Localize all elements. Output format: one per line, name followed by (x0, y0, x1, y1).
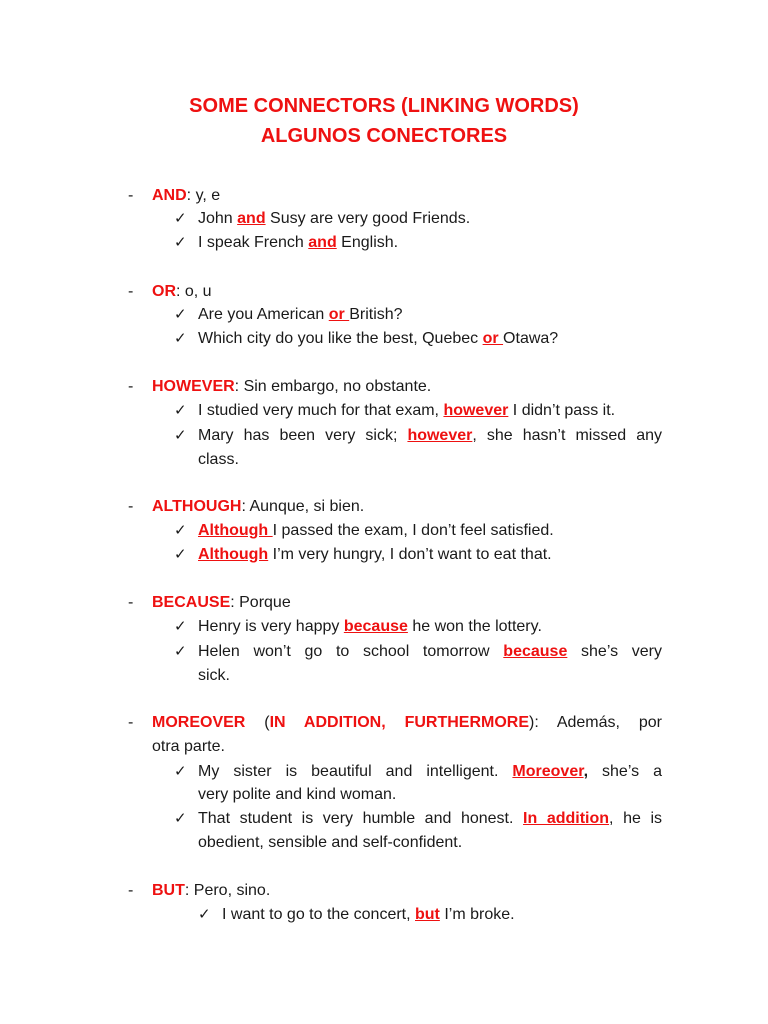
keyword-and: AND (152, 187, 187, 204)
section-because-heading (152, 593, 291, 613)
example-however-2-cont: class. (198, 451, 239, 468)
keyword-moreover: MOREOVER (152, 714, 246, 731)
example-because-2 (198, 640, 662, 664)
example-text: Mary has been very sick; (198, 427, 408, 444)
connector-highlight: or (482, 330, 504, 347)
section-although-heading (152, 497, 364, 517)
checkmark-icon: ✓ (174, 522, 187, 539)
connector-highlight: or (328, 306, 350, 323)
example-however-1 (198, 401, 615, 421)
example-text: I didn’t pass it. (508, 402, 616, 419)
example-however-2 (198, 424, 662, 448)
translation-although: : Aunque, si bien. (241, 498, 365, 515)
example-text: Susy are very good Friends. (265, 210, 471, 227)
document-title: SOME CONNECTORS (LINKING WORDS) (189, 95, 579, 117)
example-text: she’s very (567, 643, 662, 660)
checkmark-icon: ✓ (174, 427, 187, 444)
checkmark-icon: ✓ (174, 234, 187, 251)
example-moreover-2-cont: obedient, sensible and self-confident. (198, 834, 463, 851)
keyword-however: HOWEVER (152, 378, 235, 395)
example-text: she’s a (588, 763, 662, 780)
checkmark-icon: ✓ (174, 810, 187, 827)
section-but-heading (152, 881, 270, 901)
example-text: he won the lottery. (407, 618, 542, 635)
section-however-heading (152, 377, 431, 397)
translation-but: : Pero, sino. (184, 882, 271, 899)
example-or-2 (198, 329, 558, 349)
checkmark-icon: ✓ (174, 306, 187, 323)
bold-comma: , (583, 763, 589, 780)
list-dash: - (128, 187, 134, 204)
document-subtitle: ALGUNOS CONECTORES (260, 125, 508, 147)
example-moreover-1-cont: very polite and kind woman. (198, 786, 397, 803)
example-text: I want to go to the concert, (222, 906, 415, 923)
connector-highlight: and (237, 210, 266, 227)
section-moreover-heading (152, 711, 662, 735)
example-and-1 (198, 209, 470, 229)
connector-highlight: because (503, 643, 568, 660)
example-because-1 (198, 617, 542, 637)
example-text: I speak French (198, 234, 309, 251)
connector-highlight: but (415, 906, 440, 923)
example-and-2 (198, 233, 398, 253)
keyword-or: OR (152, 283, 176, 300)
checkmark-icon: ✓ (198, 906, 211, 923)
translation-because: : Porque (230, 594, 291, 611)
example-but-1 (222, 905, 515, 925)
example-moreover-1 (198, 760, 662, 784)
example-text: Henry is very happy (198, 618, 344, 635)
translation-however: : Sin embargo, no obstante. (234, 378, 432, 395)
checkmark-icon: ✓ (174, 763, 187, 780)
connector-highlight: and (308, 234, 337, 251)
connector-highlight: Moreover (512, 763, 584, 780)
example-text: British? (349, 306, 403, 323)
example-text: That student is very humble and honest. (198, 810, 524, 827)
keyword-because: BECAUSE (152, 594, 231, 611)
example-text: I passed the exam, I don’t feel satisfied. (272, 522, 554, 539)
checkmark-icon: ✓ (174, 402, 187, 419)
example-text: Helen won’t go to school tomorrow (198, 643, 504, 660)
connector-highlight: Although (198, 522, 273, 539)
translation-moreover: ): Además, por (529, 714, 663, 731)
example-text: I’m broke. (439, 906, 515, 923)
section-or-heading (152, 282, 212, 302)
example-text: John (198, 210, 238, 227)
example-text: Which city do you like the best, Quebec (198, 330, 483, 347)
checkmark-icon: ✓ (174, 618, 187, 635)
translation-or: : o, u (176, 283, 212, 300)
example-although-2 (198, 545, 552, 565)
connector-highlight: Although (198, 546, 269, 563)
list-dash: - (128, 378, 134, 395)
list-dash: - (128, 714, 134, 731)
section-and-heading (152, 186, 220, 206)
connector-highlight: because (343, 618, 408, 635)
keyword-although: ALTHOUGH (152, 498, 242, 515)
checkmark-icon: ✓ (174, 330, 187, 347)
example-text: , he is (609, 810, 663, 827)
example-text: Otawa? (503, 330, 559, 347)
keyword-alternatives: IN ADDITION, FURTHERMORE (269, 714, 530, 731)
paren-open: ( (245, 714, 270, 731)
example-because-2-cont: sick. (198, 667, 230, 684)
checkmark-icon: ✓ (174, 546, 187, 563)
list-dash: - (128, 498, 134, 515)
keyword-but: BUT (152, 882, 185, 899)
translation-moreover-cont: otra parte. (152, 738, 225, 755)
example-text: English. (336, 234, 399, 251)
checkmark-icon: ✓ (174, 643, 187, 660)
connector-highlight: however (443, 402, 509, 419)
list-dash: - (128, 283, 134, 300)
example-moreover-2 (198, 807, 662, 831)
example-text: Are you American (198, 306, 329, 323)
list-dash: - (128, 594, 134, 611)
list-dash: - (128, 882, 134, 899)
example-text: I’m very hungry, I don’t want to eat that. (268, 546, 552, 563)
example-or-1 (198, 305, 403, 325)
example-text: , she hasn’t missed any (472, 427, 662, 444)
example-text: I studied very much for that exam, (198, 402, 444, 419)
connector-highlight: however (407, 427, 473, 444)
example-text: My sister is beautiful and intelligent. (198, 763, 513, 780)
checkmark-icon: ✓ (174, 210, 187, 227)
example-although-1 (198, 521, 554, 541)
translation-and: : y, e (186, 187, 221, 204)
connector-highlight: In addition (523, 810, 610, 827)
